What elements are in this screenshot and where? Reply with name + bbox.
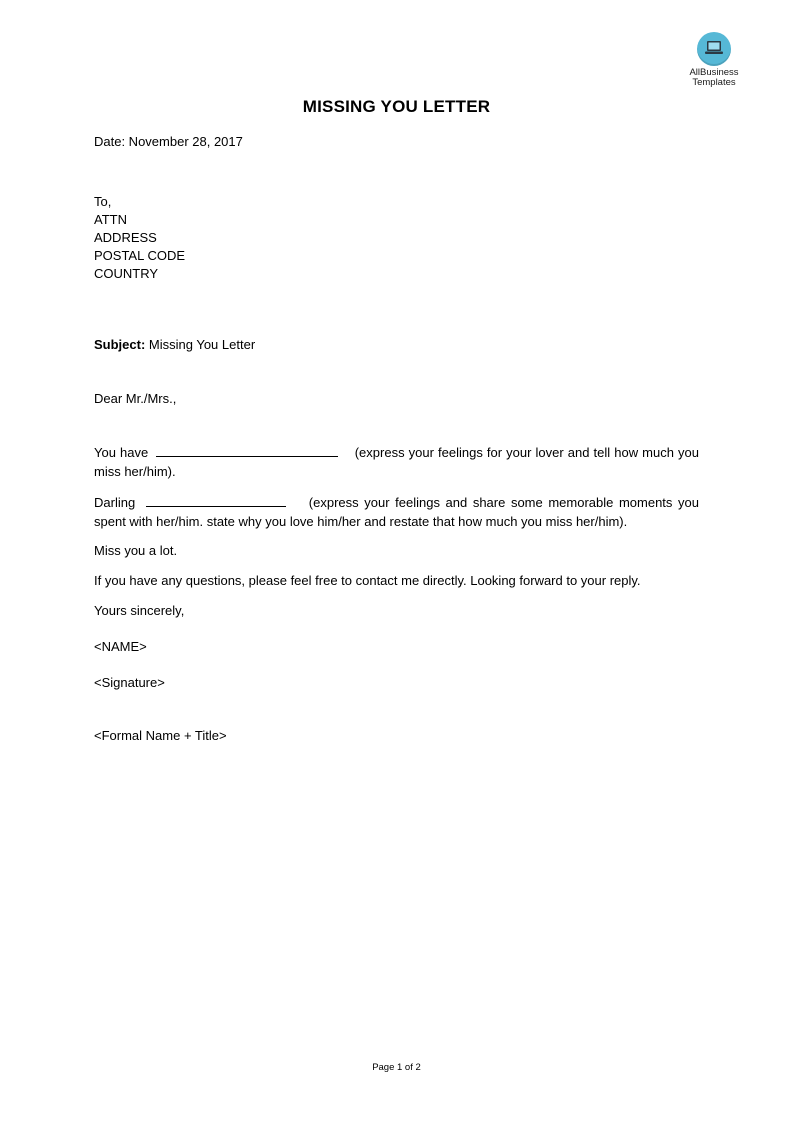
logo-text-line2: Templates [692, 77, 736, 88]
recipient-address: ADDRESS [94, 230, 157, 245]
recipient-country: COUNTRY [94, 266, 159, 281]
paragraph-2-rest: (express your feelings and share some memorable moments you spent with her/him. state why you love him/her and restate that how much you miss her/him). [94, 495, 699, 529]
paragraph-2 [94, 493, 699, 531]
subject-line [94, 336, 255, 354]
closing-signature: <Signature> [94, 675, 165, 690]
page-number: Page 1 of 2 [372, 1062, 421, 1073]
letter-title: MISSING YOU LETTER [302, 97, 491, 116]
paragraph-1 [94, 443, 699, 481]
fill-in-blank-1[interactable] [156, 444, 338, 457]
paragraph-4: If you have any questions, please feel free to contact me directly. Looking forward to your reply. [94, 573, 641, 588]
salutation: Dear Mr./Mrs., [94, 391, 177, 406]
subject-label: Subject: [94, 337, 146, 352]
date-line: Date: November 28, 2017 [94, 134, 243, 149]
closing-sincerely: Yours sincerely, [94, 603, 185, 618]
recipient-postal-code: POSTAL CODE [94, 248, 186, 263]
closing-formal-name: <Formal Name + Title> [94, 728, 227, 743]
paragraph-1-rest: (express your feelings for your lover and tell how much you miss her/him). [94, 445, 700, 479]
recipient-to: To, [94, 194, 112, 209]
paragraph-1-start: You have [94, 445, 149, 460]
paragraph-2-start: Darling [94, 495, 136, 510]
laptop-icon [697, 32, 731, 66]
subject-value: Missing You Letter [145, 337, 256, 352]
fill-in-blank-2[interactable] [146, 494, 286, 507]
closing-name: <NAME> [94, 639, 147, 654]
paragraph-3: Miss you a lot. [94, 543, 178, 558]
company-logo [682, 32, 746, 88]
recipient-attn: ATTN [94, 212, 127, 227]
logo-text-line1: AllBusiness [689, 67, 739, 78]
